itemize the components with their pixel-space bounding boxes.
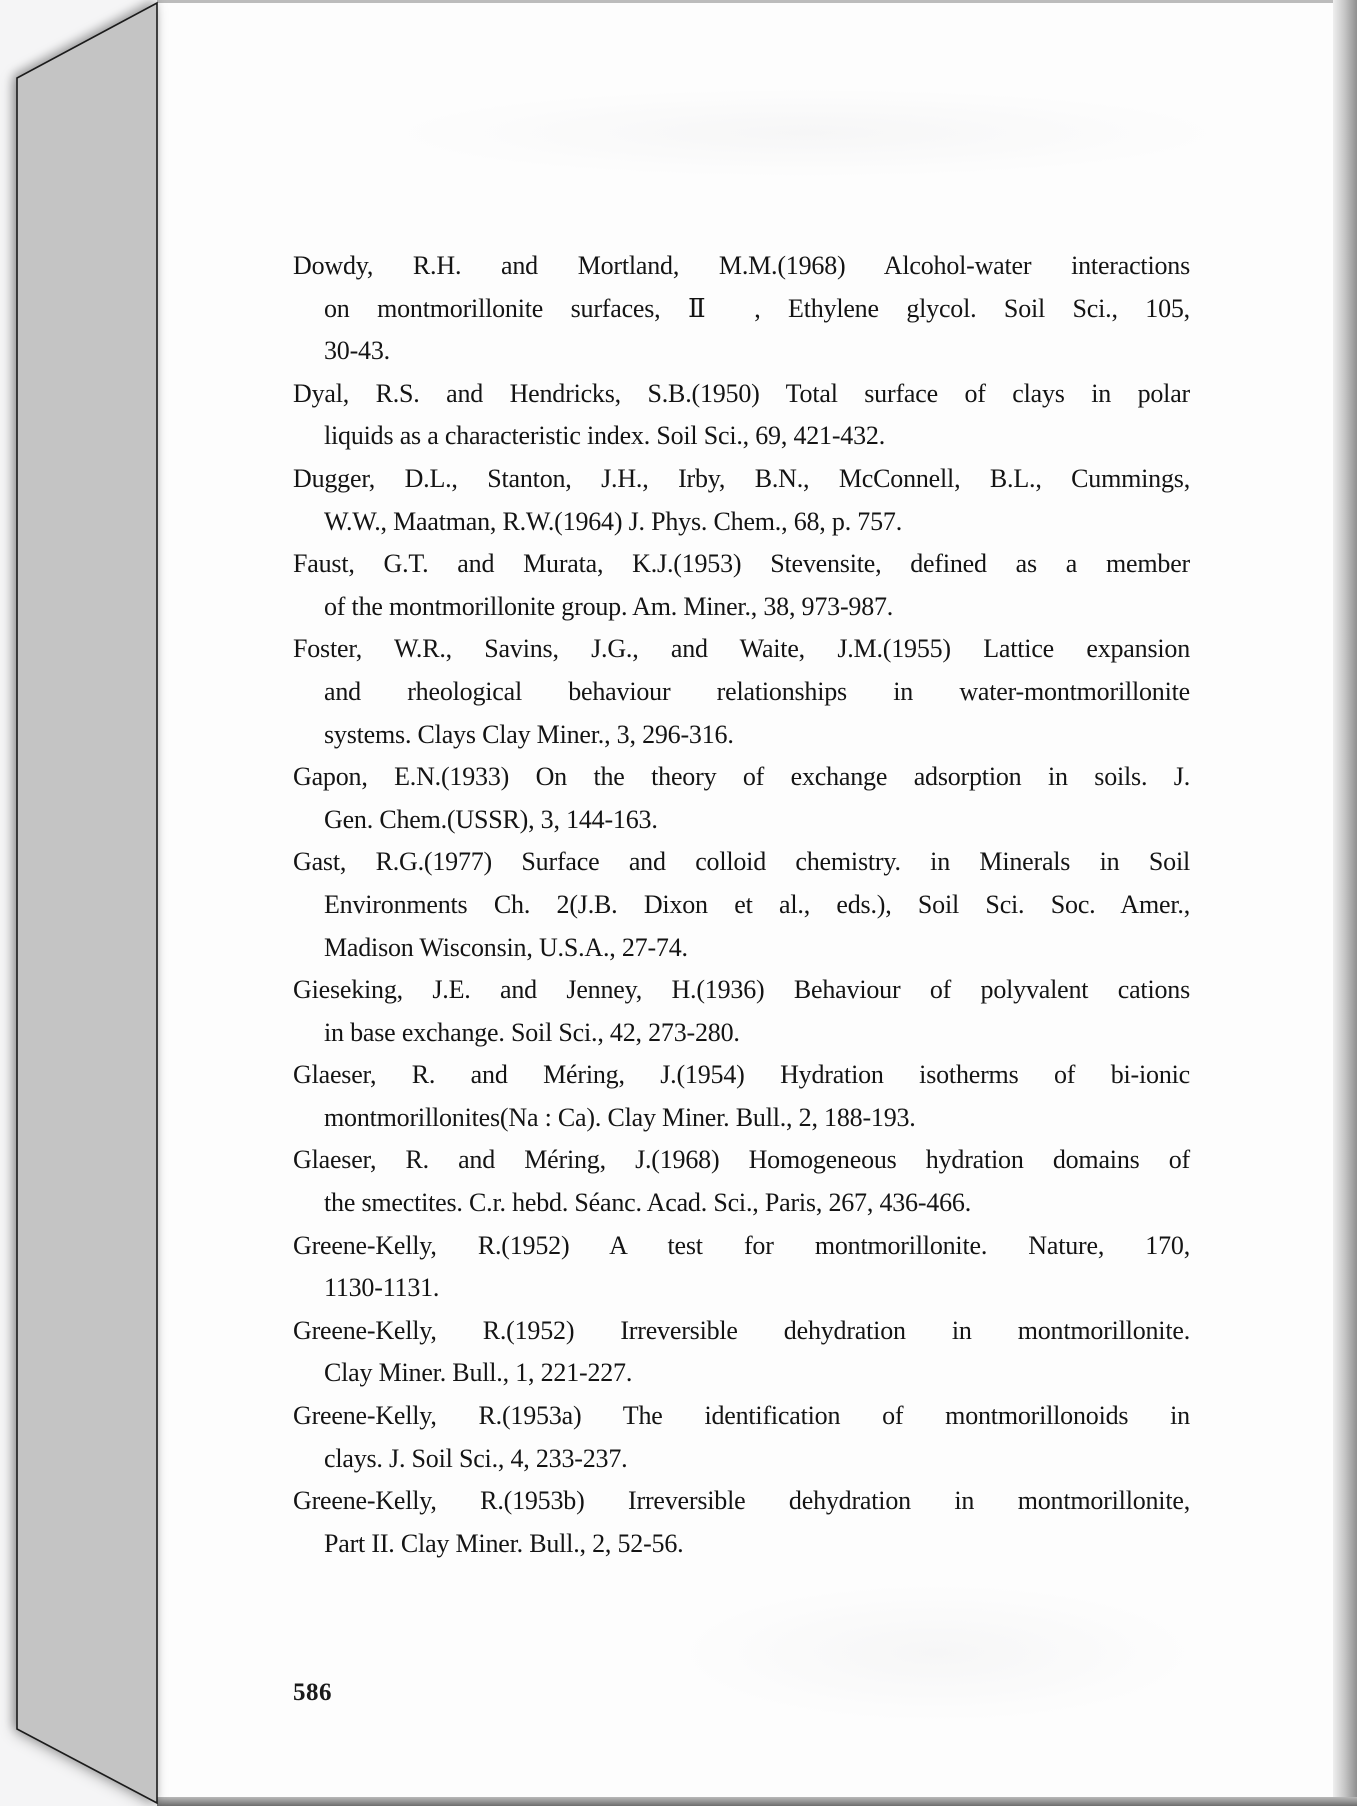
reference-entry — [293, 1310, 1190, 1395]
reference-line: Environments Ch. 2(J.B. Dixon et al., eds.), Soil Sci. Soc. Amer., — [324, 889, 1190, 919]
reference-line: Clay Miner. Bull., 1, 221-227. — [324, 1358, 633, 1388]
reference-entry — [293, 458, 1190, 543]
page-edge-bottom — [157, 1797, 1357, 1806]
reference-entry — [293, 756, 1190, 841]
reference-line: the smectites. C.r. hebd. Séanc. Acad. Sci., Paris, 267, 436-466. — [324, 1188, 972, 1218]
reference-line: Foster, W.R., Savins, J.G., and Waite, J.M.(1955) Lattice expansion — [293, 634, 1190, 664]
reference-entry — [293, 1139, 1190, 1224]
reference-line: Glaeser, R. and Méring, J.(1968) Homogeneous hydration domains of — [293, 1145, 1190, 1175]
reference-entry — [293, 841, 1190, 969]
reference-line: and rheological behaviour relationships in water-montmorillonite — [324, 676, 1190, 706]
reference-line: of the montmorillonite group. Am. Miner., 38, 973-987. — [324, 591, 894, 621]
reference-line: Part II. Clay Miner. Bull., 2, 52-56. — [324, 1528, 684, 1558]
reference-line: Gapon, E.N.(1933) On the theory of exchange adsorption in soils. J. — [293, 762, 1190, 792]
reference-entry — [293, 969, 1190, 1054]
reference-line: Greene-Kelly, R.(1952) Irreversible dehydration in montmorillonite. — [293, 1315, 1190, 1345]
reference-entry — [293, 1054, 1190, 1139]
reference-line: W.W., Maatman, R.W.(1964) J. Phys. Chem., 68, p. 757. — [324, 506, 903, 536]
reference-entry — [293, 1395, 1190, 1480]
reference-line: Dyal, R.S. and Hendricks, S.B.(1950) Total surface of clays in polar — [293, 378, 1190, 408]
reference-line: 1130-1131. — [324, 1273, 440, 1303]
scan-smudge — [387, 88, 1227, 178]
reference-line: Greene-Kelly, R.(1952) A test for montmorillonite. Nature, 170, — [293, 1230, 1190, 1260]
reference-line: Gen. Chem.(USSR), 3, 144-163. — [324, 804, 658, 834]
reference-entry — [293, 1480, 1190, 1565]
reference-line: Greene-Kelly, R.(1953a) The identification of montmorillonoids in — [293, 1401, 1190, 1431]
scan-smudge — [677, 1583, 1197, 1723]
reference-entry — [293, 1225, 1190, 1310]
reference-line: 30-43. — [324, 336, 390, 366]
reference-entry — [293, 373, 1190, 458]
reference-line: Gast, R.G.(1977) Surface and colloid chemistry. in Minerals in Soil — [293, 847, 1190, 877]
reference-line: in base exchange. Soil Sci., 42, 273-280. — [324, 1017, 740, 1047]
reference-line: montmorillonites(Na : Ca). Clay Miner. Bull., 2, 188-193. — [324, 1102, 916, 1132]
reference-line: on montmorillonite surfaces, Ⅱ , Ethylene glycol. Soil Sci., 105, — [324, 293, 1190, 323]
page-edge-right — [1333, 0, 1357, 1800]
page-number: 586 — [293, 1679, 332, 1706]
reference-line: Gieseking, J.E. and Jenney, H.(1936) Behaviour of polyvalent cations — [293, 975, 1190, 1005]
reference-entry — [293, 628, 1190, 756]
book-spine-edge — [0, 0, 170, 1806]
reference-entry — [293, 543, 1190, 628]
reference-line: Dowdy, R.H. and Mortland, M.M.(1968) Alcohol-water interactions — [293, 251, 1190, 280]
reference-line: Madison Wisconsin, U.S.A., 27-74. — [324, 932, 688, 962]
reference-line: Glaeser, R. and Méring, J.(1954) Hydration isotherms of bi-ionic — [293, 1060, 1190, 1090]
reference-line: systems. Clays Clay Miner., 3, 296-316. — [324, 719, 734, 749]
reference-line: clays. J. Soil Sci., 4, 233-237. — [324, 1443, 628, 1473]
reference-entry — [293, 245, 1190, 373]
references-list — [293, 245, 1190, 1565]
reference-line: Greene-Kelly, R.(1953b) Irreversible dehydration in montmorillonite, — [293, 1486, 1190, 1516]
reference-line: Dugger, D.L., Stanton, J.H., Irby, B.N., McConnell, B.L., Cummings, — [293, 463, 1190, 493]
reference-line: liquids as a characteristic index. Soil Sci., 69, 421-432. — [324, 421, 886, 451]
reference-line: Faust, G.T. and Murata, K.J.(1953) Stevensite, defined as a member — [293, 549, 1190, 579]
